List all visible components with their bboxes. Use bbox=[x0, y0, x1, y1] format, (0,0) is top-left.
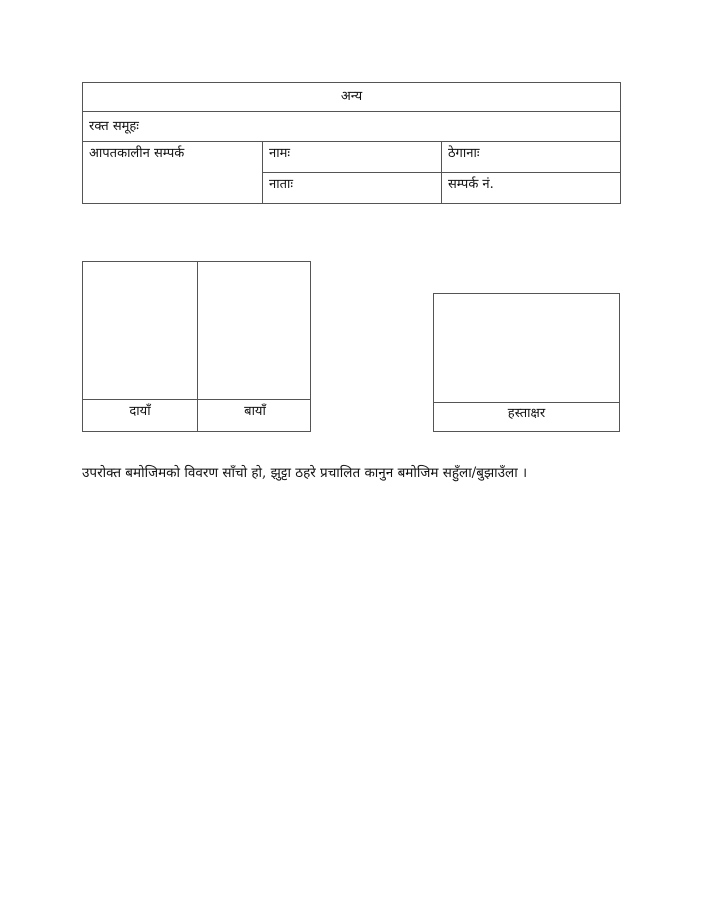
thumbprint-divider-horizontal bbox=[83, 399, 310, 400]
signature-divider bbox=[434, 402, 619, 403]
left-thumb-label: बायाँ bbox=[244, 404, 266, 419]
emergency-contact-number-field[interactable]: सम्पर्क नं. bbox=[442, 173, 621, 204]
right-thumb-label: दायाँ bbox=[129, 404, 151, 419]
other-info-table bbox=[82, 82, 621, 204]
declaration-text: उपरोक्त बमोजिमको विवरण साँचो हो, झुट्टा ठहरे प्रचालित कानुन बमोजिम सहुँला/बुझाउँला । bbox=[82, 465, 528, 481]
emergency-contact-label: आपतकालीन सम्पर्क bbox=[83, 142, 263, 204]
emergency-address-field[interactable]: ठेगानाः bbox=[442, 142, 621, 173]
thumbprint-box bbox=[82, 261, 311, 432]
blood-group-field[interactable]: रक्त समूहः bbox=[83, 112, 621, 142]
other-info-header: अन्य bbox=[83, 83, 621, 112]
emergency-relation-field[interactable]: नाताः bbox=[263, 173, 442, 204]
emergency-name-field[interactable]: नामः bbox=[263, 142, 442, 173]
signature-box[interactable] bbox=[433, 293, 620, 432]
signature-label: हस्ताक्षर bbox=[507, 406, 546, 421]
